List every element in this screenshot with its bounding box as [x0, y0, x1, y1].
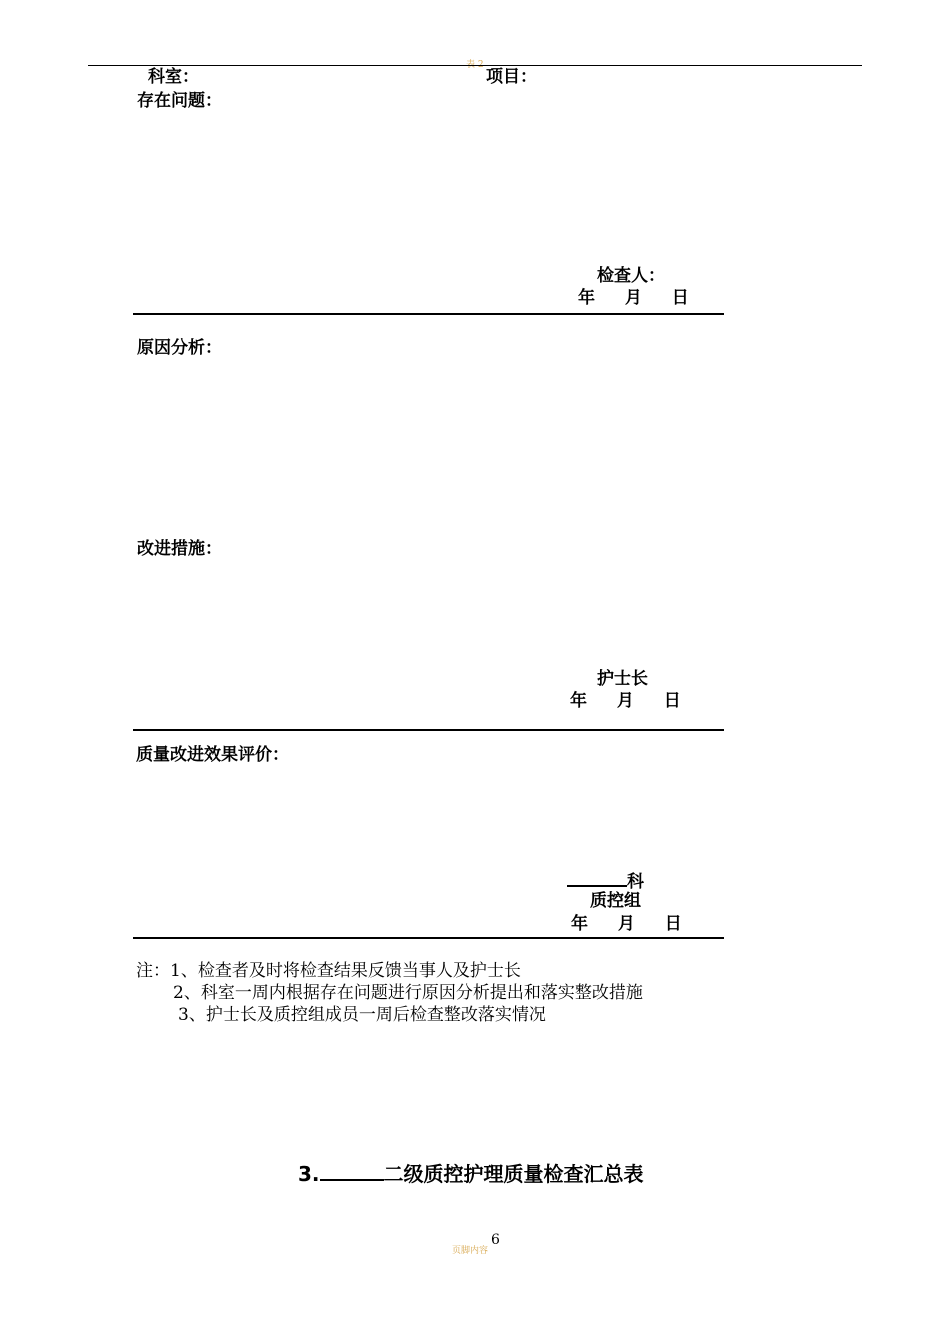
date-day: 日	[663, 691, 681, 711]
head-nurse-label: 护士长	[597, 669, 648, 689]
dept-blank-underline	[567, 867, 627, 887]
note-3: 3、护士长及质控组成员一周后检查整改落实情况	[178, 1005, 546, 1025]
evaluation-label: 质量改进效果评价：	[136, 745, 289, 765]
date-month: 月	[617, 914, 635, 934]
date-month: 月	[624, 288, 642, 308]
date-day: 日	[671, 288, 689, 308]
divider-2	[133, 729, 724, 731]
divider-3	[133, 937, 724, 939]
date-year: 年	[571, 914, 588, 934]
dept-label: 科室：	[148, 67, 199, 87]
date-year: 年	[578, 288, 595, 308]
section-title-text: 二级质控护理质量检查汇总表	[383, 1162, 644, 1186]
inspector-label: 检查人：	[597, 266, 665, 286]
page-number: 6	[491, 1232, 500, 1248]
problems-label: 存在问题：	[137, 91, 222, 111]
head-nurse-date	[570, 690, 681, 712]
note-2: 2、科室一周内根据存在问题进行原因分析提出和落实整改措施	[173, 983, 643, 1003]
header-rule	[88, 65, 862, 66]
dept-suffix: 科	[627, 872, 644, 892]
section-blank-underline	[320, 1161, 384, 1181]
section-number: 3.	[298, 1162, 320, 1186]
date-day: 日	[664, 914, 682, 934]
qc-group-date	[571, 913, 682, 935]
footer-text: 页脚内容	[452, 1246, 489, 1256]
divider-1	[133, 313, 724, 315]
cause-label: 原因分析：	[137, 338, 222, 358]
note-1: 注：1、检查者及时将检查结果反馈当事人及护士长	[136, 961, 521, 981]
date-month: 月	[616, 691, 634, 711]
qc-group-label: 质控组	[590, 891, 641, 911]
inspector-date	[578, 287, 689, 309]
section-title	[298, 1158, 644, 1187]
measures-label: 改进措施：	[137, 539, 222, 559]
date-year: 年	[570, 691, 587, 711]
item-label: 项目：	[486, 67, 537, 87]
header-mark: 表 2	[466, 60, 484, 70]
